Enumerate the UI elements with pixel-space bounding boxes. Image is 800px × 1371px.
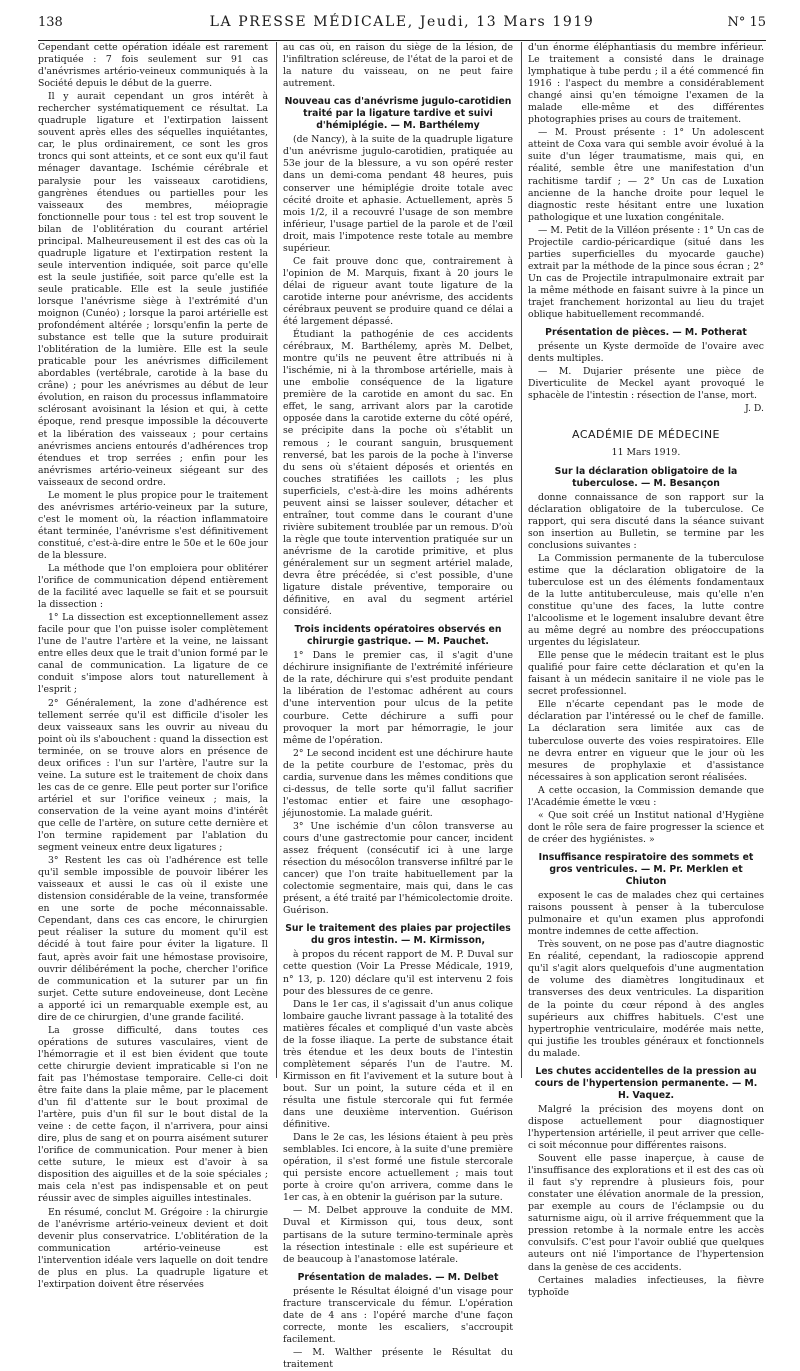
paragraph: Certaines maladies infectieuses, la fièvre typhoïde [528, 1274, 764, 1298]
paragraph: La grosse difficulté, dans toutes ces opérations de sutures vasculaires, vient de l'hémorragie et il est bien évident que toute cette chirurgie devient impraticable si l'on ne fait pas l'hémostase temporaire. Celle-ci doit être faite dans la plaie même, par le placement d'un fil d'attente sur le bout proximal de l'artère, puis d'un fil sur le bout distal de la veine : de cette façon, il n'arrivera, pour ainsi dire, plus de sang et on pourra aisément suturer l'orifice de communication. Pour mener à bien cette suture, le mieux est d'avoir à sa disposition des aiguilles et de la soie spéciales ; mais cela n'est pas indispensable et on peut réussir avec de simples aiguilles intestinales. [38, 1024, 268, 1205]
paragraph: 3° Restent les cas où l'adhérence est telle qu'il semble impossible de pouvoir libérer les vaisseaux et aussi le cas où il existe une distension considérable de la veine, transformée en une sorte de poche méconnaissable. Cependant, dans ces cas encore, le chirurgien peut réaliser la suture du moment qu'il est décidé à tout faire pour éviter la ligature. Il faut, après avoir fait une hémostase provisoire, ouvrir délibérément la poche, chercher l'orifice de communication et la suturer par un fin surjet. Cette suture endoveineuse, dont Lecène a apporté ici un remarquable exemple est, au dire de ce chirurgien, d'une grande facilité. [38, 855, 268, 1023]
paragraph: Cependant cette opération idéale est rarement pratiquée : 7 fois seulement sur 91 cas d'anévrismes artério-veineux communiqués à la Société depuis le début de la guerre. [38, 42, 268, 90]
paragraph: Elle pense que le médecin traitant est le plus qualifié pour faire cette déclaration et qu'en la faisant à un médecin sanitaire il ne viole pas le secret professionnel. [528, 650, 764, 698]
paragraph: Le moment le plus propice pour le traitement des anévrismes artério-veineux par la suture, c'est le moment où, la réaction inflammatoire étant terminée, l'anévrisme s'est définitivement constitué, c'est-à-dire entre le 50e et le 60e jour de la blessure. [38, 489, 268, 561]
section-heading: Trois incidents opératoires observés en chirurgie gastrique. — M. Pauchet. [294, 624, 502, 648]
paragraph: donne connaissance de son rapport sur la déclaration obligatoire de la tuberculose. Ce rapport, qui sera discuté dans la séance suivant son insertion au Bulletin, se termine par les conclusions suivantes : [528, 491, 764, 551]
paragraph: au cas où, en raison du siège de la lésion, de l'infiltration scléreuse, de l'état de la paroi et de la nature du vaisseau, on ne peut faire autrement. [283, 42, 513, 90]
text-columns [38, 42, 766, 1370]
paragraph: Elle n'écarte cependant pas le mode de déclaration par l'intéressé ou le chef de famille. La déclaration sera limitée aux cas de tuberculose ouverte des voies respiratoires. Elle ne devra entrer en vigueur que le jour où les mesures de prophylaxie et d'assistance nécessaires à son application seront réalisées. [528, 699, 764, 783]
paragraph: 2° Le second incident est une déchirure haute de la petite courbure de l'estomac, près du cardia, survenue dans les mêmes conditions que ci-dessus, de telle sorte qu'il fallut sacrifier l'estomac entier et faire une œsophago-jéjunostomie. La malade guérit. [283, 747, 513, 819]
paragraph: La Commission permanente de la tuberculose estime que la déclaration obligatoire de la tuberculose est un des éléments fondamentaux de la lutte antituberculeuse, mais qu'elle n'en constitue qu'une des faces, la lutte contre l'alcoolisme et le logement insalubre devant être au même degré au nombre des préoccupations urgentes du législateur. [528, 552, 764, 649]
section-heading: Sur le traitement des plaies par projectiles du gros intestin. — M. Kirmisson, [285, 923, 511, 947]
paragraph: Malgré la précision des moyens dont on dispose actuellement pour diagnostiquer l'hypertension artérielle, il peut arriver que celle-ci soit méconnue pour différentes raisons. [528, 1103, 764, 1152]
column-2 [283, 42, 513, 1370]
society-heading: ACADÉMIE DE MÉDECINE [571, 428, 721, 442]
paragraph: — M. Dujarier présente une pièce de Diverticulite de Meckel ayant provoqué le sphacèle de l'intestin : résection de l'anse, mort. [528, 366, 764, 402]
paragraph: — M. Petit de la Villéon présente : 1° Un cas de Projectile cardio-péricardique (situé dans les parties superficielles du myocarde gauche) extrait par la méthode de la pince sous écran ; 2° Un cas de Projectile intrapulmonaire extrait par la même méthode en faisant suivre à la pince un trajet franchement horizontal au lieu du trajet oblique habituellement recommandé. [528, 224, 764, 321]
section-heading: Sur la déclaration obligatoire de la tuberculose. — M. Besançon [554, 465, 738, 489]
paragraph: Étudiant la pathogénie de ces accidents cérébraux, M. Barthélemy, après M. Delbet, montre qu'ils ne peuvent être attribués ni à l'ischémie, ni à la thrombose artérielle, mais à une embolie conséquence de la ligature première de la carotide en amont du sac. En effet, le sang, arrivant alors par la carotide opposée dans la carotide externe du côté opéré, se précipite dans la poche où s'établit un remous ; le courant sanguin, brusquement renversé, bat les parois de la poche à l'inverse du sens où s'étaient déposés et orientés en couches stratifiées les caillots ; les plus superficiels, c'est-à-dire les moins adhérents peuvent ainsi se laisser soulever, détacher et entraîner, tout comme dans le courant d'une rivière subitement troublée par un remous. D'où la règle que toute intervention pratiquée sur un anévrisme de la carotide primitive, et plus généralement sur un segment artériel malade, devra être précédée, si c'est possible, d'une ligature distale préventive, temporaire ou définitive, en aval du segment artériel considéré. [283, 329, 513, 618]
paragraph: « Que soit créé un Institut national d'Hygiène dont le rôle sera de faire progresser la science et de créer des hygiénistes. » [528, 809, 764, 845]
section-heading: Présentation de pièces. — M. Potherat [545, 327, 747, 339]
section-heading: Les chutes accidentelles de la pression au cours de l'hypertension permanente. — M. H. Vaquez. [534, 1065, 758, 1101]
journal-page [38, 0, 766, 1370]
issue-number: N° 15 [727, 15, 766, 30]
paragraph: exposent le cas de malades chez qui certaines raisons poussent à penser à la tuberculose pulmonaire et qu'un examen plus approfondi montre indemnes de cette affection. [528, 890, 764, 938]
paragraph: — M. Delbet approuve la conduite de MM. Duval et Kirmisson qui, tous deux, sont partisans de la suture termino-terminale après la résection intestinale : elle est supérieure et de beaucoup à l'anastomose latérale. [283, 1205, 513, 1265]
paragraph: En résumé, conclut M. Grégoire : la chirurgie de l'anévrisme artério-veineux devient et doit devenir plus conservatrice. L'oblitération de la communication artério-veineuse est l'intervention idéale vers laquelle on doit tendre de plus en plus. La quadruple ligature et l'extirpation doivent être réservées [38, 1206, 268, 1290]
section-heading: Insuffisance respiratoire des sommets et gros ventricules. — M. Pr. Merklen et Chiuton [538, 851, 754, 888]
paragraph: 1° La dissection est exceptionnellement assez facile pour que l'on puisse isoler complètement l'une de l'autre l'artère et la veine, ne laissant entre elles deux que le trait d'union formé par le canal de communication. La ligature de ce conduit s'impose alors tout naturellement à l'esprit ; [38, 612, 268, 696]
running-title: LA PRESSE MÉDICALE, Jeudi, 13 Mars 1919 [209, 14, 595, 30]
session-date: 11 Mars 1919. [611, 447, 681, 459]
paragraph: Très souvent, on ne pose pas d'autre diagnostic En réalité, cependant, la radioscopie apprend qu'il s'agit alors quelquefois d'une augmentation de volume des diamètres longitudinaux et transverses des deux ventricules. La disparition de la pointe du cœur répond à des angles supérieurs aux chiffres habituels. C'est une hypertrophie ventriculaire, modérée mais nette, qui justifie les troubles généraux et fonctionnels du malade. [528, 939, 764, 1059]
section-heading: Présentation de malades. — M. Delbet [297, 1271, 499, 1283]
paragraph: 3° Une ischémie d'un côlon transverse au cours d'une gastrectomie pour cancer, incident assez fréquent (consécutif ici à une large résection du mésocôlon transverse infiltré par le cancer) que l'on traite habituellement par la colectomie segmentaire, mais qui, dans le cas présent, a été traité par l'hémicolectomie droite. Guérison. [283, 820, 513, 917]
paragraph: à propos du récent rapport de M. P. Duval sur cette question (Voir La Presse Médicale, 1919, n° 13, p. 120) déclare qu'il est intervenu 2 fois pour des blessures de ce genre. [283, 949, 513, 997]
section-heading: Nouveau cas d'anévrisme jugulo-carotidien traité par la ligature tardive et suivi d'hémiplégie. — M. Barthélemy [284, 96, 512, 132]
page-header [38, 10, 766, 41]
paragraph: Dans le 2e cas, les lésions étaient à peu près semblables. Ici encore, à la suite d'une première opération, il s'est formé une fistule stercorale qui persiste encore actuellement ; mais tout porte à croire qu'on arrivera, comme dans le 1er cas, à en obtenir la guérison par la suture. [283, 1132, 513, 1204]
paragraph: Ce fait prouve donc que, contrairement à l'opinion de M. Marquis, fixant à 20 jours le délai de rigueur avant toute ligature de la carotide interne pour anévrisme, des accidents cérébraux peuvent se produire quand ce délai a été largement dépassé. [283, 255, 513, 328]
paragraph: Il y aurait cependant un gros intérêt à rechercher systématiquement ce résultat. La quadruple ligature et l'extirpation laissent souvent après elles des séquelles inquiétantes, car, le plus ordinairement, ce sont les gros troncs qui sont atteints, et ce sont eux qu'il faut ménager davantage. Ischémie cérébrale et paralysie pour les vaisseaux carotidiens, gangrènes étendues ou partielles pour les vaisseaux des membres, méiopragie fonctionnelle pour tous : tel est trop souvent le bilan de l'oblitération du courant artériel principal. Malheureusement il est des cas où la quadruple ligature et l'extirpation restent la seule intervention indiquée, soit parce qu'elle est la seule justifiée, soit parce qu'elle est la seule praticable. Elle est la seule justifiée lorsque l'anévrisme siège à l'extrémité d'un moignon (Cunéo) ; lorsque la paroi artérielle est profondément altérée ; lorsqu'enfin la perte de substance est telle que la suture produirait l'oblitération de la lumière. Elle est la seule praticable pour les anévrismes difficilement abordables (vertébrale, carotide à la base du crâne) ; pour les anévrismes au début de leur évolution, en raison du processus inflammatoire sclérosant avoisinant la lésion et qui, à cette époque, rend presque impossible la découverte et la libération des vaisseaux ; pour certains anévrismes anciens entourés d'adhérences trop étendues et trop serrées ; enfin pour les anévrismes artério-veineux siégeant sur des vaisseaux de second ordre. [38, 91, 268, 488]
paragraph: 1° Dans le premier cas, il s'agit d'une déchirure insignifiante de l'extrémité inférieure de la rate, déchirure qui s'est produite pendant la libération de l'estomac adhérent au cours d'une intervention pour ulcus de la petite courbure. Cette déchirure a suffi pour provoquer la mort par hémorragie, le jour même de l'opération. [283, 650, 513, 746]
paragraph: — M. Walther présente le Résultat du traitement [283, 1346, 513, 1370]
column-3 [528, 42, 764, 1298]
page-number: 138 [38, 15, 63, 30]
column-rule [521, 42, 522, 1078]
paragraph: 2° Généralement, la zone d'adhérence est tellement serrée qu'il est difficile d'isoler les deux vaisseaux sans les ouvrir au niveau du point où ils s'abouchent : quand la dissection est terminée, on se trouve alors en présence de deux orifices : l'un sur l'artère, l'autre sur la veine. La suture est le traitement de choix dans les cas de ce genre. Elle peut porter sur l'orifice artériel et sur l'orifice veineux ; mais, la conservation de la veine ayant moins d'intérêt que celle de l'artère, on suture cette dernière et l'on termine rapidement par l'ablation du segment veineux entre deux ligatures ; [38, 697, 268, 854]
paragraph: présente le Résultat éloigné d'un visage pour fracture transcervicale du fémur. L'opération date de 4 ans : l'opéré marche d'une façon correcte, monte les escaliers, s'accroupit facilement. [283, 1285, 513, 1345]
paragraph: d'un énorme éléphantiasis du membre inférieur. Le traitement a consisté dans le drainage lymphatique à tube perdu ; il a été commencé fin 1916 : l'aspect du membre a considérablement changé ainsi qu'en témoigne l'examen de la malade elle-même et des différentes photographies prises au cours de traitement. [528, 42, 764, 126]
paragraph: A cette occasion, la Commission demande que l'Académie émette le vœu : [528, 784, 764, 808]
signature: J. D. [745, 403, 764, 415]
paragraph: (de Nancy), à la suite de la quadruple ligature d'un anévrisme jugulo-carotidien, pratiquée au 53e jour de la blessure, a vu son opéré rester dans un demi-coma pendant 48 heures, puis conserver une hémiplégie droite totale avec cécité droite et aphasie. Actuellement, après 5 mois 1/2, il a recouvré l'usage de son membre inférieur, l'usage partiel de la parole et de l'œil droit, mais l'impotence reste totale au membre supérieur. [283, 134, 513, 254]
column-1 [38, 42, 268, 1290]
paragraph: présente un Kyste dermoïde de l'ovaire avec dents multiples. [528, 341, 764, 365]
column-rule [276, 42, 277, 1078]
paragraph: Souvent elle passe inaperçue, à cause de l'insuffisance des explorations et il est des cas où il faut s'y reprendre à plusieurs fois, pour constater une élévation anormale de la pression, par exemple au cours de l'éclampsie ou du saturnisme aigu, où il arrive fréquemment que la pression retombe à la normale entre les accès convulsifs. C'est pour l'avoir oublié que quelques auteurs ont nié l'importance de l'hypertension dans la genèse de ces accidents. [528, 1153, 764, 1273]
paragraph: La méthode que l'on emploiera pour oblitérer l'orifice de communication dépend entièrement de la facilité avec laquelle se fait et se poursuit la dissection : [38, 563, 268, 611]
paragraph: Dans le 1er cas, il s'agissait d'un anus colique lombaire gauche livrant passage à la totalité des matières fécales et compliqué d'un vaste abcès de la fosse iliaque. La perte de substance était très étendue et les deux bouts de l'intestin complètement séparés l'un de l'autre. M. Kirmisson en fit l'avivement et la suture bout à bout. Sur un point, la suture céda et il en résulta une fistule stercorale qui fut fermée dans une deuxième intervention. Guérison définitive. [283, 998, 513, 1131]
paragraph: — M. Proust présente : 1° Un adolescent atteint de Coxa vara qui semble avoir évolué à la suite d'un léger traumatisme, mais qui, en réalité, semble être une manifestation d'un rachitisme tardif ; — 2° Un cas de Luxation ancienne de la hanche droite pour lequel le diagnostic reste hésitant entre une luxation pathologique et une luxation congénitale. [528, 127, 764, 223]
